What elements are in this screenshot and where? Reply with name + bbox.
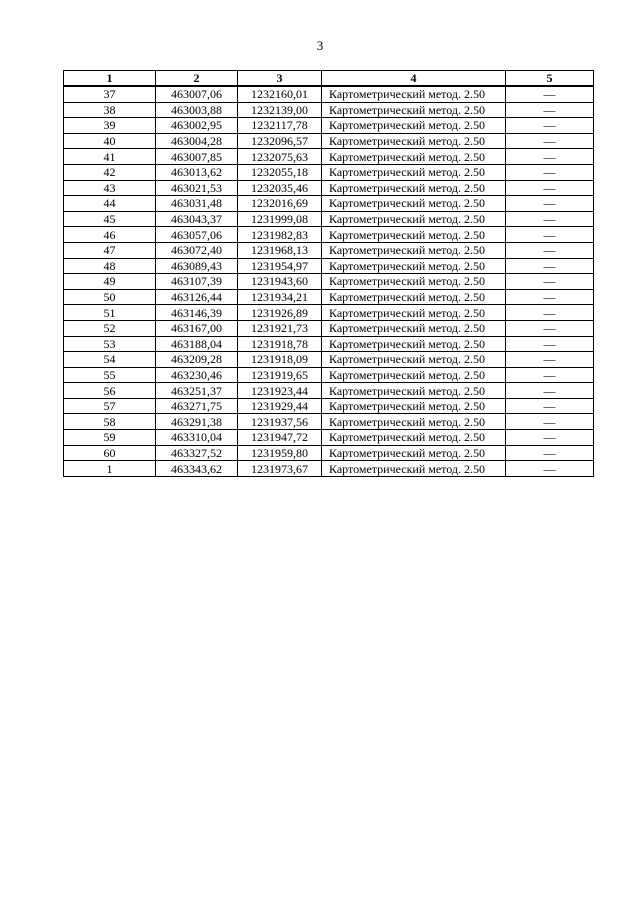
y-coordinate-cell: 1232035,46: [238, 180, 322, 196]
point-number-cell: 48: [64, 258, 156, 274]
method-cell: Картометрический метод. 2.50: [322, 164, 506, 180]
table-row: [64, 149, 594, 165]
table-row: [64, 336, 594, 352]
description-cell: —: [506, 133, 594, 149]
coordinates-table: [63, 70, 594, 477]
x-coordinate-cell: 463013,62: [156, 164, 238, 180]
point-number-cell: 53: [64, 336, 156, 352]
x-coordinate-cell: 463126,44: [156, 289, 238, 305]
table-row: [64, 242, 594, 258]
y-coordinate-cell: 1232160,01: [238, 86, 322, 102]
table-row: [64, 305, 594, 321]
y-coordinate-cell: 1232096,57: [238, 133, 322, 149]
method-cell: Картометрический метод. 2.50: [322, 102, 506, 118]
y-coordinate-cell: 1232117,78: [238, 118, 322, 134]
y-coordinate-cell: 1231926,89: [238, 305, 322, 321]
method-cell: Картометрический метод. 2.50: [322, 196, 506, 212]
description-cell: —: [506, 461, 594, 477]
description-cell: —: [506, 414, 594, 430]
point-number-cell: 51: [64, 305, 156, 321]
table-row: [64, 102, 594, 118]
table-row: [64, 227, 594, 243]
x-coordinate-cell: 463072,40: [156, 242, 238, 258]
header-row: [64, 71, 594, 87]
table-row: [64, 383, 594, 399]
description-cell: —: [506, 305, 594, 321]
method-cell: Картометрический метод. 2.50: [322, 414, 506, 430]
method-cell: Картометрический метод. 2.50: [322, 383, 506, 399]
y-coordinate-cell: 1232075,63: [238, 149, 322, 165]
method-cell: Картометрический метод. 2.50: [322, 289, 506, 305]
x-coordinate-cell: 463057,06: [156, 227, 238, 243]
point-number-cell: 60: [64, 445, 156, 461]
y-coordinate-cell: 1231973,67: [238, 461, 322, 477]
header-cell-x: 2: [156, 71, 238, 87]
method-cell: Картометрический метод. 2.50: [322, 336, 506, 352]
point-number-cell: 41: [64, 149, 156, 165]
method-cell: Картометрический метод. 2.50: [322, 227, 506, 243]
description-cell: —: [506, 445, 594, 461]
y-coordinate-cell: 1231947,72: [238, 430, 322, 446]
table-row: [64, 133, 594, 149]
description-cell: —: [506, 86, 594, 102]
point-number-cell: 44: [64, 196, 156, 212]
method-cell: Картометрический метод. 2.50: [322, 258, 506, 274]
y-coordinate-cell: 1232016,69: [238, 196, 322, 212]
y-coordinate-cell: 1231934,21: [238, 289, 322, 305]
table-row: [64, 258, 594, 274]
y-coordinate-cell: 1231919,65: [238, 367, 322, 383]
table-row: [64, 430, 594, 446]
x-coordinate-cell: 463251,37: [156, 383, 238, 399]
point-number-cell: 1: [64, 461, 156, 477]
point-number-cell: 56: [64, 383, 156, 399]
header-cell-method: 4: [322, 71, 506, 87]
x-coordinate-cell: 463230,46: [156, 367, 238, 383]
x-coordinate-cell: 463002,95: [156, 118, 238, 134]
description-cell: —: [506, 398, 594, 414]
table-row: [64, 164, 594, 180]
point-number-cell: 39: [64, 118, 156, 134]
method-cell: Картометрический метод. 2.50: [322, 242, 506, 258]
y-coordinate-cell: 1231921,73: [238, 320, 322, 336]
table-row: [64, 461, 594, 477]
description-cell: —: [506, 211, 594, 227]
table-body: [64, 86, 594, 476]
point-number-cell: 50: [64, 289, 156, 305]
description-cell: —: [506, 336, 594, 352]
y-coordinate-cell: 1231968,13: [238, 242, 322, 258]
x-coordinate-cell: 463310,04: [156, 430, 238, 446]
point-number-cell: 55: [64, 367, 156, 383]
x-coordinate-cell: 463327,52: [156, 445, 238, 461]
description-cell: —: [506, 164, 594, 180]
method-cell: Картометрический метод. 2.50: [322, 149, 506, 165]
table-row: [64, 211, 594, 227]
description-cell: —: [506, 352, 594, 368]
x-coordinate-cell: 463007,06: [156, 86, 238, 102]
x-coordinate-cell: 463271,75: [156, 398, 238, 414]
description-cell: —: [506, 149, 594, 165]
x-coordinate-cell: 463146,39: [156, 305, 238, 321]
header-cell-y: 3: [238, 71, 322, 87]
description-cell: —: [506, 242, 594, 258]
table-row: [64, 196, 594, 212]
y-coordinate-cell: 1232139,00: [238, 102, 322, 118]
point-number-cell: 57: [64, 398, 156, 414]
table-header: [64, 71, 594, 87]
x-coordinate-cell: 463004,28: [156, 133, 238, 149]
point-number-cell: 38: [64, 102, 156, 118]
description-cell: —: [506, 180, 594, 196]
y-coordinate-cell: 1231959,80: [238, 445, 322, 461]
x-coordinate-cell: 463291,38: [156, 414, 238, 430]
header-cell-description: 5: [506, 71, 594, 87]
description-cell: —: [506, 196, 594, 212]
method-cell: Картометрический метод. 2.50: [322, 367, 506, 383]
point-number-cell: 52: [64, 320, 156, 336]
x-coordinate-cell: 463031,48: [156, 196, 238, 212]
description-cell: —: [506, 289, 594, 305]
y-coordinate-cell: 1231982,83: [238, 227, 322, 243]
method-cell: Картометрический метод. 2.50: [322, 430, 506, 446]
description-cell: —: [506, 102, 594, 118]
point-number-cell: 37: [64, 86, 156, 102]
table-row: [64, 445, 594, 461]
y-coordinate-cell: 1231943,60: [238, 274, 322, 290]
x-coordinate-cell: 463107,39: [156, 274, 238, 290]
table-row: [64, 320, 594, 336]
x-coordinate-cell: 463089,43: [156, 258, 238, 274]
point-number-cell: 40: [64, 133, 156, 149]
header-cell-point-number: 1: [64, 71, 156, 87]
y-coordinate-cell: 1231918,09: [238, 352, 322, 368]
x-coordinate-cell: 463003,88: [156, 102, 238, 118]
point-number-cell: 43: [64, 180, 156, 196]
description-cell: —: [506, 118, 594, 134]
y-coordinate-cell: 1231923,44: [238, 383, 322, 399]
page-number: 3: [316, 38, 324, 53]
description-cell: —: [506, 430, 594, 446]
method-cell: Картометрический метод. 2.50: [322, 274, 506, 290]
method-cell: Картометрический метод. 2.50: [322, 133, 506, 149]
x-coordinate-cell: 463043,37: [156, 211, 238, 227]
y-coordinate-cell: 1231999,08: [238, 211, 322, 227]
method-cell: Картометрический метод. 2.50: [322, 211, 506, 227]
point-number-cell: 45: [64, 211, 156, 227]
table-row: [64, 398, 594, 414]
point-number-cell: 58: [64, 414, 156, 430]
y-coordinate-cell: 1232055,18: [238, 164, 322, 180]
point-number-cell: 54: [64, 352, 156, 368]
x-coordinate-cell: 463188,04: [156, 336, 238, 352]
description-cell: —: [506, 227, 594, 243]
point-number-cell: 42: [64, 164, 156, 180]
description-cell: —: [506, 320, 594, 336]
method-cell: Картометрический метод. 2.50: [322, 180, 506, 196]
y-coordinate-cell: 1231929,44: [238, 398, 322, 414]
table-row: [64, 118, 594, 134]
x-coordinate-cell: 463209,28: [156, 352, 238, 368]
method-cell: Картометрический метод. 2.50: [322, 118, 506, 134]
description-cell: —: [506, 383, 594, 399]
method-cell: Картометрический метод. 2.50: [322, 461, 506, 477]
method-cell: Картометрический метод. 2.50: [322, 305, 506, 321]
point-number-cell: 47: [64, 242, 156, 258]
y-coordinate-cell: 1231937,56: [238, 414, 322, 430]
table-row: [64, 289, 594, 305]
table-row: [64, 367, 594, 383]
method-cell: Картометрический метод. 2.50: [322, 86, 506, 102]
description-cell: —: [506, 258, 594, 274]
x-coordinate-cell: 463167,00: [156, 320, 238, 336]
table-row: [64, 86, 594, 102]
description-cell: —: [506, 274, 594, 290]
method-cell: Картометрический метод. 2.50: [322, 445, 506, 461]
x-coordinate-cell: 463007,85: [156, 149, 238, 165]
method-cell: Картометрический метод. 2.50: [322, 352, 506, 368]
x-coordinate-cell: 463343,62: [156, 461, 238, 477]
point-number-cell: 59: [64, 430, 156, 446]
table-row: [64, 352, 594, 368]
table-row: [64, 180, 594, 196]
method-cell: Картометрический метод. 2.50: [322, 320, 506, 336]
point-number-cell: 46: [64, 227, 156, 243]
description-cell: —: [506, 367, 594, 383]
y-coordinate-cell: 1231918,78: [238, 336, 322, 352]
table-row: [64, 414, 594, 430]
x-coordinate-cell: 463021,53: [156, 180, 238, 196]
table-row: [64, 274, 594, 290]
point-number-cell: 49: [64, 274, 156, 290]
method-cell: Картометрический метод. 2.50: [322, 398, 506, 414]
y-coordinate-cell: 1231954,97: [238, 258, 322, 274]
